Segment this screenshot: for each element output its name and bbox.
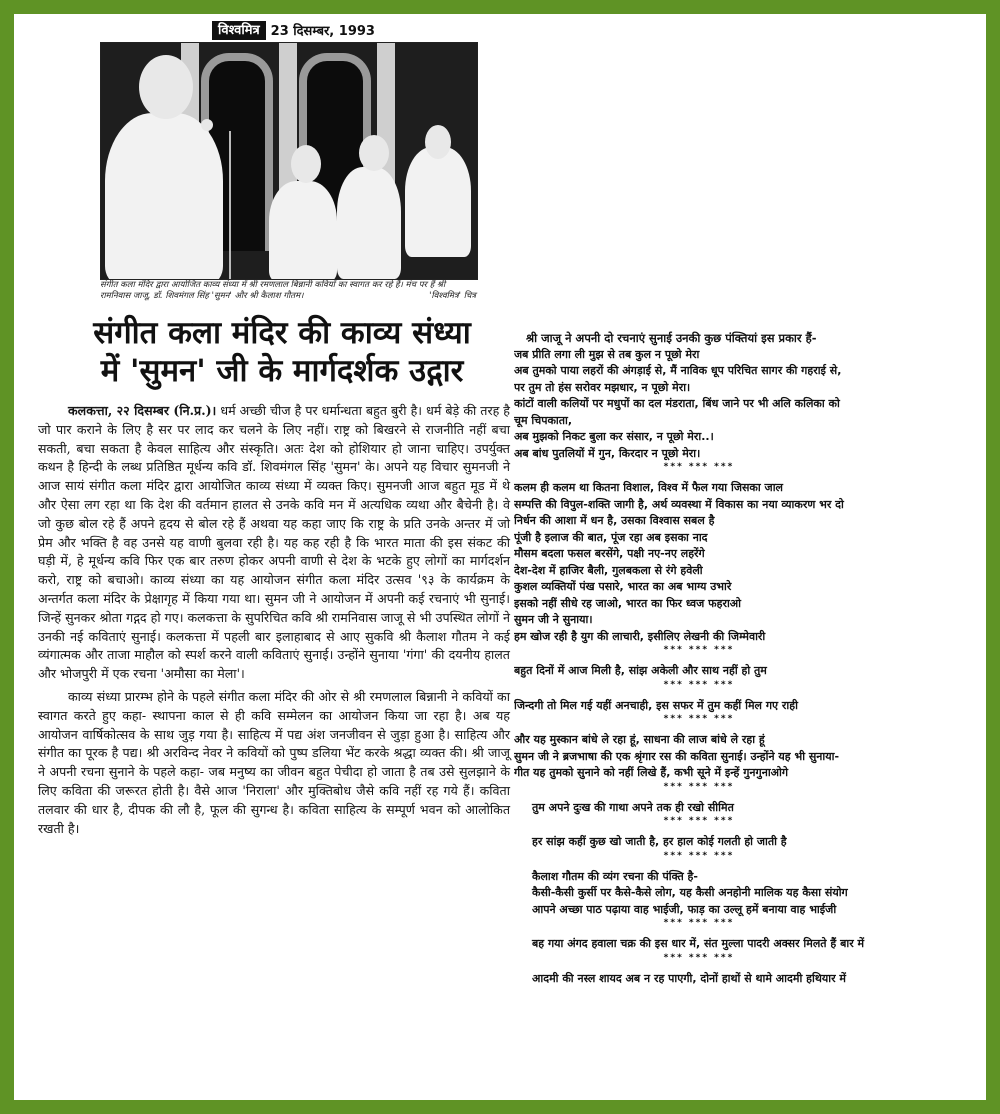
newspaper-clipping [14,14,986,1100]
poem-line: जब प्रीति लगा ली मुझ से तब कुल न पूछो मेरा [514,347,700,361]
poem-excerpt [514,480,974,655]
section-divider-stars: *** *** *** [663,645,735,655]
poem-excerpt [514,971,974,988]
poem-line: पर तुम तो हंस सरोवर मझधार, न पूछो मेरा। [514,380,691,394]
poem-line: अब मुझको निकट बुला कर संसार, न पूछो मेरा..। [514,430,714,443]
poem-excerpt [514,663,974,690]
poem-excerpt [514,834,974,861]
poem-line: बह गया अंगद हवाला चक्र की इस धार में, संत मुल्ला पादरी अक्सर मिलते हैं बार में [532,937,865,950]
photo-credit: 'विश्वमित्र' चित्र [429,291,476,301]
seated-poet-figure [337,167,401,279]
caption-text: संगीत कला मंदिर द्वारा आयोजित काव्य संध्या में श्री रमणलाल बिन्नानी कवियों का स्वागत कर रहे हैं। मंच पर हैं श्री रामनिवास जाजू, डॉ. शिवमंगल सिंह 'सुमन' और श्री कैलाश गौतम। [100,280,446,301]
poem-line: हर सांझ कहीं कुछ खो जाती है, हर हाल कोई गलती हो जाती है [532,835,787,848]
poem-line: गीत यह तुमको सुनाने को नहीं लिखे हैं, कभी सूने में इन्हें गुनगुनाओगे [514,766,789,779]
poem-line: जिन्दगी तो मिल गई यहीं अनचाही, इस सफर में तुम कहीं मिल गए राही [514,698,798,712]
section-divider-stars: *** *** *** [663,816,735,826]
event-photo [100,42,478,280]
poem-line: अब बांध पुतलियों में गुन, किरदार न पूछो मेरा। [514,446,701,460]
poem-line: बहुत दिनों में आज मिली है, सांझ अकेली और साथ नहीं हो तुम [514,664,767,677]
poem-excerpt [514,732,974,792]
section-divider-stars: *** *** *** [663,679,735,690]
poem-line: कुशल व्यक्तियों पंख पसारे, भारत का अब भाग्य उभारे [514,580,732,593]
article-paragraph: कलकत्ता, २२ दिसम्बर (नि.प्र.)। धर्म अच्छी चीज है पर धर्मान्धता बहुत बुरी है। धर्म बेड़े की तरह है जो पार कराने के लिए है सर पर लाद कर चलने के लिए नहीं। राष्ट्र को बिखरने से राजनीति नहीं बचा सकती, बचा सकता है केवल साहित्य और संस्कृति। अतः देश को होशियार हो जाना चाहिए। उपर्युक्त कथन है हिन्दी के लब्ध प्रतिष्ठित मूर्धन्य कवि डॉ. शिवमंगल सिंह 'सुमन' के। अपने यह विचार सुमनजी ने आज सायं संगीत कला मंदिर द्वारा आयोजित काव्य संध्या में व्यक्त किए। सुमनजी आज बहुत मूड में थे और ऐसा लग रहा था कि देश की वर्तमान हालत से उनके कवि मन में अत्यधिक व्यथा और बैचेनी है। वे जो कुछ बोल रहे हैं अपने हृदय से बोल रहे हैं अथवा यह कहा जाए कि राष्ट्र के प्रति उनके अन्तर में जो प्रेम और भक्ति है वह उनसे यह वाणी बुलवा रही है। यह कह रही है कि भारत माता की इस संकट की घड़ी में, हे मूर्धन्य कवि फिर एक बार तरुण होकर अपनी वाणी से देश के भटके हुए लोगों का मार्गदर्शन करो, राष्ट्र को बचाओ। काव्य संध्या का यह आयोजन संगीत कला मंदिर उत्सव '९३ के कार्यक्रम के अन्तर्गत कला मंदिर के प्रेक्षागृह में किया गया था। सुमन जी ने आयोजन में अपनी कई रचनाएं भी सुनाई। जिन्हें सुनकर श्रोता गद्गद हो गए। कलकत्ता के सुपरिचित कवि श्री रामनिवास जाजू से भी उपस्थित लोगों ने उनकी नई कविताएं सुनाई। कलकत्ता में पहली बार इलाहाबाद से आए सुकवि श्री कैलाश गौतम ने कई व्यंगात्मक और ताजा माहौल को स्पर्श करने वाली कविताएं सुनाई। उन्होंने सुनाया 'गंगा' की दयनीय हालत और भोजपुरी में एक रचना 'अमौसा का मेला'। [38,403,510,682]
poem-excerpt [514,869,974,929]
poem-line: देश-देश में हाजिर बैली, गुलबकला से रंगे हवेली [514,563,703,577]
poem-line: कैलाश गौतम की व्यंग रचना की पंक्ति है- [532,869,698,883]
poem-line: तुम अपने दुःख की गाथा अपने तक ही रखो सीमित [532,800,734,814]
poem-line: निर्धन की आशा में धन है, उसका विश्वास सबल है [514,514,715,527]
seated-poet-figure [269,181,337,280]
speaker-figure [105,113,223,280]
poem-line: सुमन जी ने ब्रजभाषा की एक श्रृंगार रस की कविता सुनाई। उन्होंने यह भी सुनाया- [514,749,840,763]
section-divider-stars: *** *** *** [663,781,735,792]
newspaper-logo: विश्वमित्र [212,21,266,40]
poem-line: और यह मुस्कान बांधे ले रहा हूं, साधना की लाज बांधे ले रहा हूं [514,733,765,746]
seated-poet-figure [405,147,471,257]
poem-line: कैसी-कैसी कुर्सी पर कैसे-कैसे लोग, यह कैसी अनहोनी मालिक यह कैसा संयोग [532,886,848,899]
poem-line: हम खोज रही है युग की लाचारी, इसीलिए लेखनी की जिम्मेवारी [514,629,766,643]
masthead [212,20,375,40]
poem-line: कांटों वाली कलियों पर मधुपों का दल मंडराता, बिंध जाने पर भी अलि कलिका को [514,397,840,410]
photo-caption [100,280,476,302]
poem-line: मौसम बदला फसल बरसेंगे, पक्षी नए-नए लहरेंगे [514,547,705,560]
headline-line-1: संगीत कला मंदिर की काव्य संध्या [93,315,471,351]
section-divider-stars: *** *** *** [663,462,735,472]
poem-line: आपने अच्छा पाठ पढ़ाया वाह भाईजी, फाड़ का उल्लू हमें बनाया वाह भाईजी [532,902,837,916]
poem-excerpt [514,936,974,963]
section-divider-stars: *** *** *** [663,918,735,928]
publication-date: 23 दिसम्बर, 1993 [270,24,375,39]
poem-line: सम्पत्ति की विपुल-शक्ति जागी है, अर्थ व्यवस्था में विकास का नया व्याकरण भर दो [514,497,844,511]
poem-intro: श्री जाजू ने अपनी दो रचनाएं सुनाई उनकी कुछ पंक्तियां इस प्रकार हैं- [526,331,817,345]
section-divider-stars: *** *** *** [663,714,735,724]
poem-line: कलम ही कलम था कितना विशाल, विश्व में फैल गया जिसका जाल [514,481,784,494]
section-divider-stars: *** *** *** [663,850,735,861]
poem-line: पूंजी है इलाज की बात, पूंज रहा अब इसका नाद [514,530,708,544]
headline-line-2: में 'सुमन' जी के मार्गदर्शक उद्गार [100,353,464,389]
poem-excerpt [514,800,974,827]
dateline: कलकत्ता, २२ दिसम्बर (नि.प्र.)। [68,403,217,418]
poem-line: आदमी की नस्ल शायद अब न रह पाएगी, दोनों हाथों से थामे आदमी हथियार में [532,971,846,985]
poem-line: चूम चिपकाता, [514,413,573,427]
poem-excerpt [514,698,974,725]
poem-excerpts-column [514,330,974,987]
article-paragraph: काव्य संध्या प्रारम्भ होने के पहले संगीत कला मंदिर की ओर से श्री रमणलाल बिन्नानी ने कवियों का स्वागत करते हुए कहा- स्थापना काल से ही कवि सम्मेलन का आयोजन किया जा रहा है। अब यह आयोजन वार्षिकोत्सव के साथ जुड़ गया है। साहित्य में पद्य अंश जनजीवन से जुड़ा हुआ है। साहित्य और संगीत का पूरक है पद्य। श्री अरविन्द नेवर ने कवियों को पुष्प डलिया भेंट करके श्रद्धा व्यक्त की। श्री जाजू ने अपनी रचना सुनाने के पहले कहा- जब मनुष्य का जीवन बहुत पेचीदा हो जाता है तब उसे सुलझाने के लिए कविता की जरूरत होती है। वैसे आज 'निराला' और मुक्तिबोध जैसे कवि नहीं रह गये हैं। कविता तलवार की धार है, दीपक की लौ है, फूल की सुगन्ध है। कविता साहित्य के सम्पूर्ण भवन को आलोकित रखती है। [38,688,510,836]
poem-line: अब तुमको पाया लहरों की अंगड़ाई से, मैं नाविक धूप परिचित सागर की गहराई से, [514,364,842,377]
section-divider-stars: *** *** *** [663,952,735,963]
poem-excerpt [514,347,974,473]
poem-line: सुमन जी ने सुनाया। [514,613,593,626]
headline [42,314,522,390]
poem-line: इसको नहीं सीधे रह जाओ, भारत का फिर ध्वज फहराओ [514,596,742,610]
